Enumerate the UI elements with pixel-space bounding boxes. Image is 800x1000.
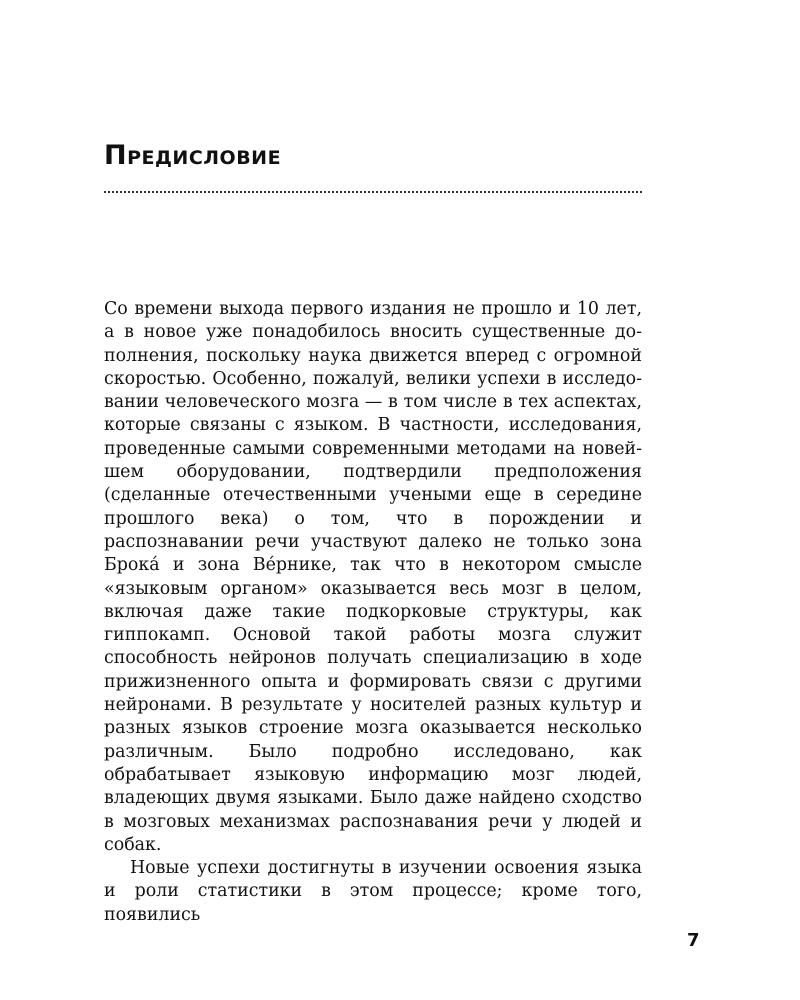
body-text: [104, 298, 642, 927]
paragraph-2: Новые успехи достигнуты в изучении освоения языка и роли статистики в этом процессе; кроме того, появились: [104, 858, 642, 925]
chapter-title: Предисловие: [104, 140, 282, 171]
paragraph-1: Со времени выхода первого издания не прошло и 10 лет, а в новое уже понадобилось вносить существенные дополнения, поскольку наука движется вперед с огромной скоростью. Особенно, пожалуй, велики успехи в исследовании человеческого мозга — в том числе в тех аспектах, которые связаны с языком. В частности, исследования, проведенные самыми современными методами на новейшем оборудовании, подтвердили предположения (сделанные отечественными учеными еще в середине прошлого века) о том, что в порождении и распознавании речи участвуют далеко не только зона Брока́ и зона Ве́рнике, так что в некотором смысле «языковым органом» оказывается весь мозг в целом, включая даже такие подкорковые структуры, как гиппокамп. Основой такой работы мозга служит способность нейронов получать специализацию в ходе прижизненного опыта и формировать связи с другими нейронами. В результате у носителей разных культур и разных языков строение мозга оказывается несколько различным. Было подробно исследовано, как обрабатывает языковую информацию мозг людей, владеющих двумя языками. Было даже найдено сходство в мозговых механизмах распознавания речи у людей и собак.: [104, 299, 642, 855]
title-dotted-rule: [104, 191, 642, 193]
page-number: 7: [687, 930, 700, 951]
